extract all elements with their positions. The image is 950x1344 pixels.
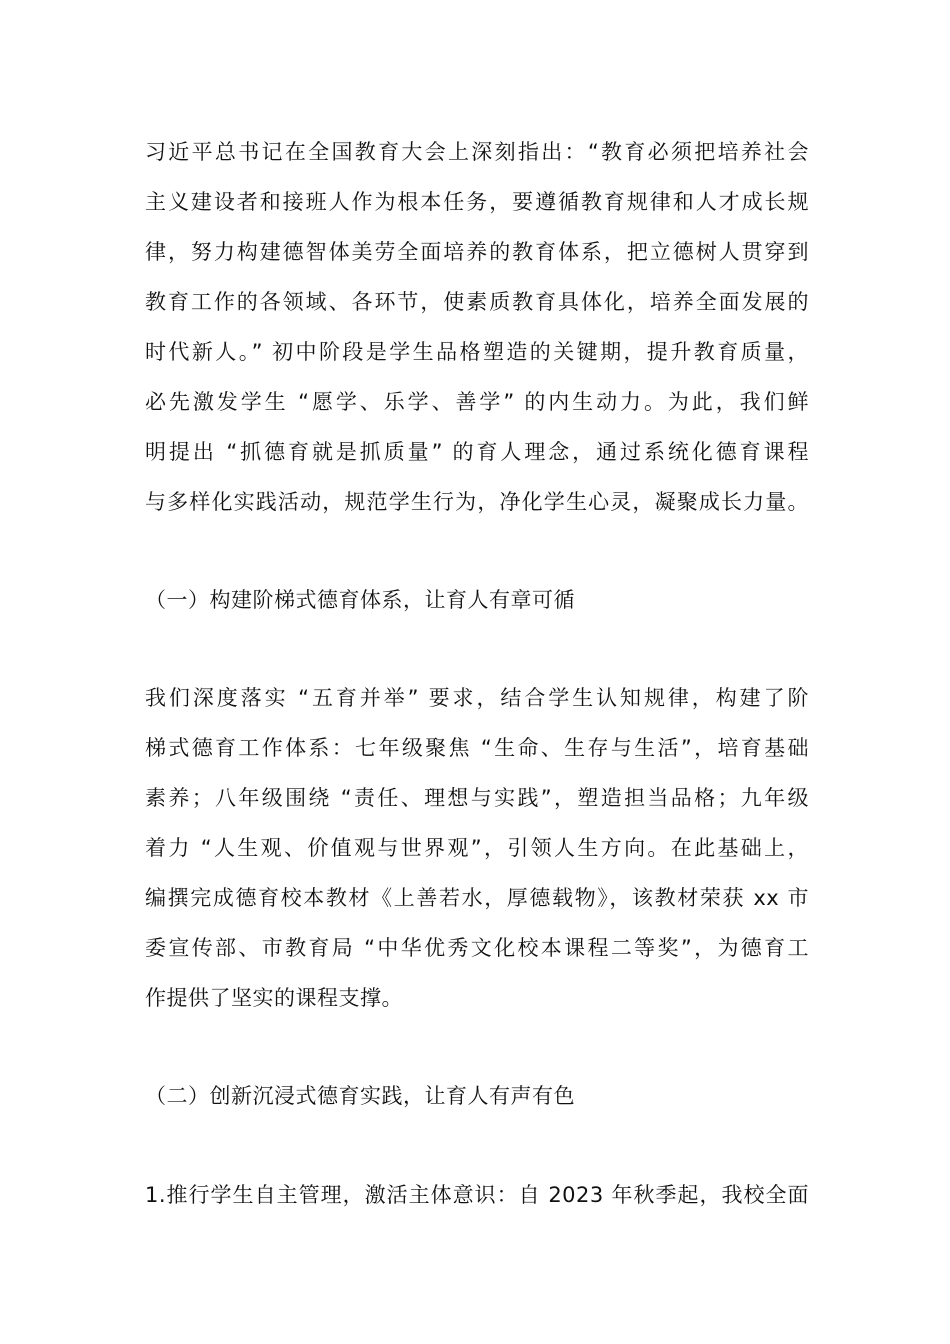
- paragraph-line: 着力 “人生观、价值观与世界观”，引领人生方向。在此基础上，: [145, 836, 809, 860]
- paragraph-line: 1.推行学生自主管理，激活主体意识：自 2023 年秋季起，我校全面: [145, 1183, 809, 1207]
- paragraph-line: 律，努力构建德智体美劳全面培养的教育体系，把立德树人贯穿到: [145, 240, 809, 264]
- section-heading-2: （二）创新沉浸式德育实践，让育人有声有色: [145, 1084, 575, 1108]
- paragraph-line: 作提供了坚实的课程支撑。: [145, 986, 403, 1010]
- paragraph-line: 教育工作的各领域、各环节，使素质教育具体化，培养全面发展的: [145, 290, 809, 314]
- paragraph-line: 主义建设者和接班人作为根本任务，要遵循教育规律和人才成长规: [145, 190, 809, 214]
- paragraph-line: 素养；八年级围绕 “责任、理想与实践”，塑造担当品格；九年级: [145, 786, 809, 810]
- paragraph-line: 明提出 “抓德育就是抓质量” 的育人理念，通过系统化德育课程: [145, 440, 809, 464]
- paragraph-line: 我们深度落实 “五育并举” 要求，结合学生认知规律，构建了阶: [145, 686, 809, 710]
- paragraph-line: 委宣传部、市教育局 “中华优秀文化校本课程二等奖”，为德育工: [145, 936, 809, 960]
- paragraph-line: 与多样化实践活动，规范学生行为，净化学生心灵，凝聚成长力量。: [145, 490, 809, 514]
- section-heading-1: （一）构建阶梯式德育体系，让育人有章可循: [145, 588, 575, 612]
- paragraph-line: 必先激发学生 “愿学、乐学、善学” 的内生动力。为此，我们鲜: [145, 390, 809, 414]
- paragraph-line: 梯式德育工作体系：七年级聚焦 “生命、生存与生活”，培育基础: [145, 736, 809, 760]
- paragraph-line: 编撰完成德育校本教材《上善若水，厚德载物》，该教材荣获 xx 市: [145, 886, 809, 910]
- paragraph-line: 习近平总书记在全国教育大会上深刻指出：“教育必须把培养社会: [145, 140, 809, 164]
- paragraph-line: 时代新人。” 初中阶段是学生品格塑造的关键期，提升教育质量，: [145, 340, 809, 364]
